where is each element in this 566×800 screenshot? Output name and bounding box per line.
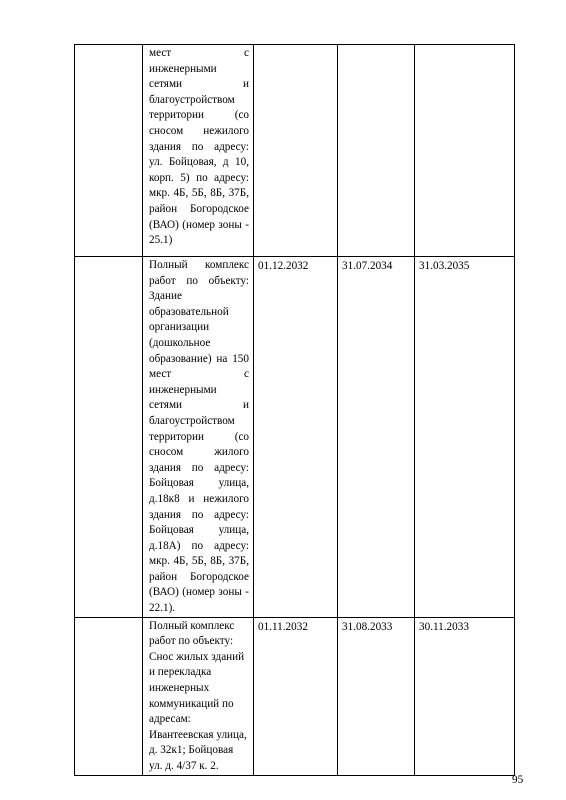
end-date-cell (415, 45, 515, 257)
schedule-table (74, 44, 515, 776)
end-date-cell: 31.03.2035 (415, 257, 515, 618)
work-description-cell (143, 257, 254, 618)
table-row (75, 617, 515, 775)
end-date-cell: 30.11.2033 (415, 617, 515, 775)
page-number: 95 (512, 774, 524, 786)
work-description-cell (143, 617, 254, 775)
start-date-cell (254, 45, 338, 257)
work-description: Полный комплекс работ по объекту: Снос жилых зданий и перекладка инженерных коммуникаций по адресам: Ивантеевская улица, д. 32к1; Бойцовая ул. д. 4/37 к. 2. (149, 619, 247, 772)
work-description: Полный комплекс работ по объекту: Здание образовательной организации (дошкольное образование) на 150 мест с инженерными сетями и благоустройством территории (со сносом жилого здания по адресу: Бойцовая улица, д.18к8 и нежилого здания по адресу: Бойцовая улица, д.18А) по адресу: мкр. 4Б, 5Б, 8Б, 37Б, район Богородское (ВАО) (номер зоны - 22.1). (149, 259, 249, 615)
start-date-cell: 01.11.2032 (254, 617, 338, 775)
start-date-cell: 01.12.2032 (254, 257, 338, 618)
work-description-cell (143, 45, 254, 257)
middle-date-cell: 31.08.2033 (338, 617, 415, 775)
row-number-cell (75, 257, 143, 618)
table-row (75, 45, 515, 257)
row-number-cell (75, 617, 143, 775)
middle-date-cell: 31.07.2034 (338, 257, 415, 618)
work-description: мест с инженерными сетями и благоустройством территории (со сносом нежилого здания по адресу: ул. Бойцовая, д 10, корп. 5) по адресу: мкр. 4Б, 5Б, 8Б, 37Б, район Богородское (ВАО) (номер зоны - 25.1) (149, 47, 249, 247)
table-row (75, 257, 515, 618)
row-number-cell (75, 45, 143, 257)
middle-date-cell (338, 45, 415, 257)
